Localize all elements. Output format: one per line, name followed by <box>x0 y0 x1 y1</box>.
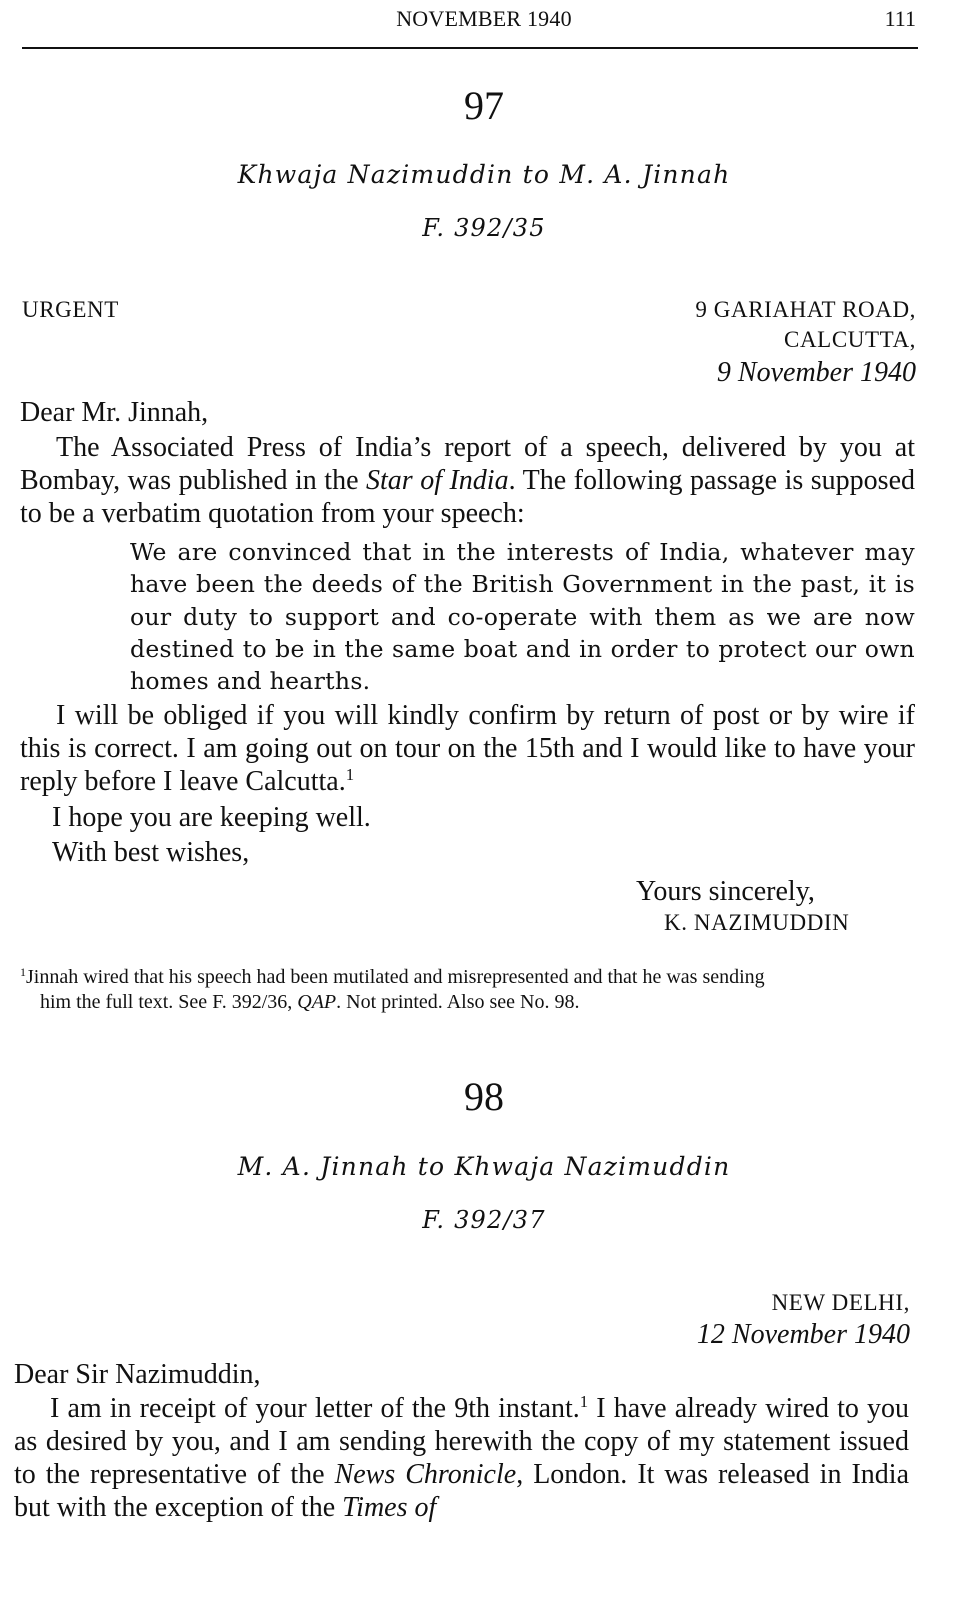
letter-date-98: 12 November 1940 <box>696 1319 910 1350</box>
block-quote: We are convinced that in the interests of India, whatever may have been the deeds of the British Government in the past, it is our duty to support and co-operate with them as we are now destined to be in the same boat and in order to protect our own homes and hearths. <box>130 538 915 696</box>
paragraph-97-2: I will be obliged if you will kindly confirm by return of post or by wire if this is correct. I am going out on tour on the 15th and I would like to have your reply before I leave Calcutta.$^1$ <box>20 700 915 797</box>
footnote-97: $^1$Jinnah wired that his speech had been mutilated and misrepresented and that he was sending him the full text. See F. 392/36, QAP. Not printed. Also see No. 98. <box>20 964 765 1013</box>
header-rule <box>22 47 918 49</box>
running-title: NOVEMBER 1940 <box>396 6 572 31</box>
salutation-97: Dear Mr. Jinnah, <box>20 397 209 428</box>
sender-address-line2: CALCUTTA, <box>784 327 916 352</box>
document-reference-98: F. 392/37 <box>422 1206 546 1234</box>
paragraph-98-1: I am in receipt of your letter of the 9th instant.$^1$ I have already wired to you as desired by you, and I am sending herewith the copy of my statement issued to the representative of the News Chronicle, London. It was released in India but with the exception of the Times of <box>14 1391 909 1523</box>
paragraph-97-1: The Associated Press of India’s report of a speech, delivered by you at Bombay, was published in the Star of India. The following passage is supposed to be a verbatim quotation from your speech: <box>20 432 916 529</box>
sender-address-98: NEW DELHI, <box>771 1290 910 1315</box>
salutation-98: Dear Sir Nazimuddin, <box>14 1359 261 1390</box>
urgent-label: URGENT <box>22 297 119 322</box>
document-title-97: Khwaja Nazimuddin to M. A. Jinnah <box>237 160 731 189</box>
publication-name: Star of India <box>366 465 509 496</box>
footnote-reference: 1 <box>579 1391 589 1411</box>
closing-97: Yours sincerely, <box>636 876 815 907</box>
document-title-98: M. A. Jinnah to Khwaja Nazimuddin <box>237 1152 731 1181</box>
document-number-98: 98 <box>464 1074 504 1119</box>
page-number: 111 <box>884 6 916 31</box>
publication-name: News Chronicle <box>334 1459 517 1490</box>
paragraph-97-4: With best wishes, <box>52 837 250 868</box>
letter-date-97: 9 November 1940 <box>716 357 916 388</box>
paragraph-97-3: I hope you are keeping well. <box>52 802 371 833</box>
footnote-reference: 1 <box>345 764 355 784</box>
publication-name: Times of <box>342 1492 437 1523</box>
document-reference-97: F. 392/35 <box>422 214 546 242</box>
signature-97: K. NAZIMUDDIN <box>664 910 850 935</box>
sender-address-line1: 9 GARIAHAT ROAD, <box>695 297 916 322</box>
document-number-97: 97 <box>464 83 504 128</box>
